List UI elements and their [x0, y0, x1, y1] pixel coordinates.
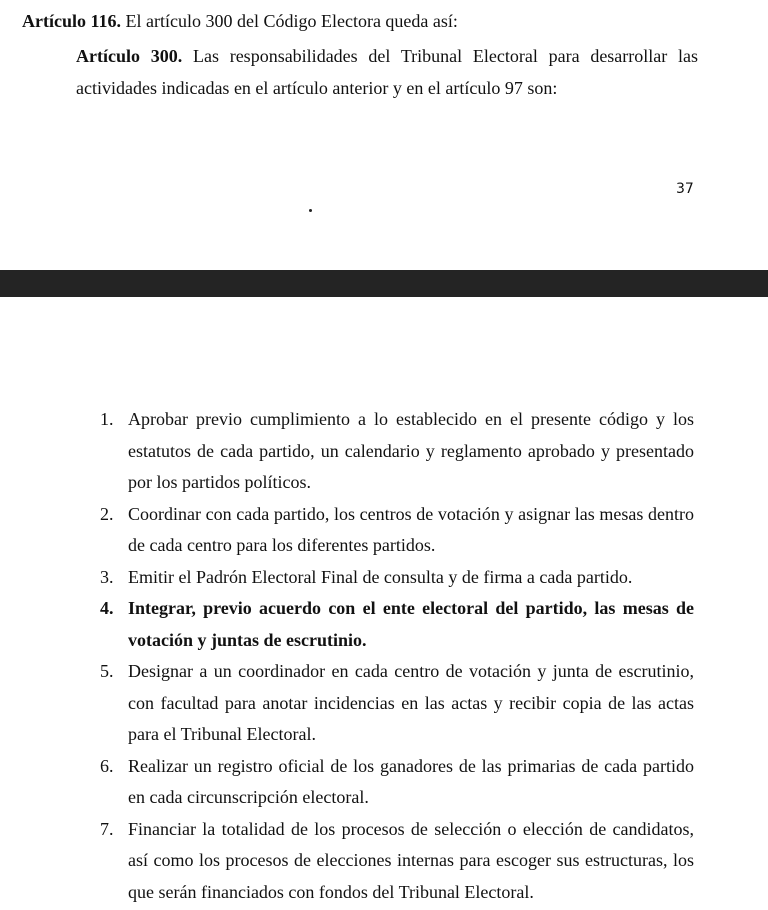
scan-speck — [309, 209, 312, 212]
article-300-text: Las responsabilidades del Tribunal Electoral para desarrollar las actividades indicadas en el artículo anterior y en el artículo 97 son: — [76, 46, 699, 98]
article-300-paragraph — [76, 40, 698, 104]
article-116-text: El artículo 300 del Código Electora queda así: — [121, 11, 458, 31]
list-item — [96, 814, 694, 909]
list-item-text: Aprobar previo cumplimiento a lo establecido en el presente código y los estatutos de cada partido, un calendario y reglamento aprobado y presentado por los partidos políticos. — [128, 409, 694, 492]
list-item-text: Integrar, previo acuerdo con el ente electoral del partido, las mesas de votación y juntas de escrutinio. — [128, 598, 694, 650]
list-item-text: Realizar un registro oficial de los ganadores de las primarias de cada partido en cada circunscripción electoral. — [128, 755, 694, 807]
list-item-number: 2. — [100, 503, 114, 524]
page-number: 37 — [676, 181, 694, 197]
list-item-text: Financiar la totalidad de los procesos de selección o elección de candidatos, así como los procesos de elecciones internas para escoger sus estructuras, los que serán financiados con fondos del Tribunal Electoral. — [128, 818, 694, 902]
lower-page — [0, 297, 768, 910]
list-item-number: 4. — [100, 598, 114, 618]
list-item — [96, 404, 694, 499]
list-item — [96, 562, 694, 594]
list-item — [96, 499, 694, 562]
list-item — [96, 593, 694, 656]
list-item-number: 3. — [100, 566, 114, 587]
list-item-text: Designar a un coordinador en cada centro de votación y junta de escrutinio, con facultad para anotar incidencias en las actas y recibir copia de las actas para el Tribunal Electoral. — [128, 661, 694, 744]
article-116-heading — [22, 8, 458, 34]
upper-page — [0, 0, 768, 270]
list-item-number: 1. — [100, 409, 114, 429]
list-item — [96, 656, 694, 751]
article-300-label: Artículo 300. — [76, 46, 183, 66]
article-116-label: Artículo 116. — [22, 11, 121, 31]
list-item-text: Emitir el Padrón Electoral Final de consulta y de firma a cada partido. — [128, 566, 633, 587]
list-item — [96, 751, 694, 814]
responsibilities-list — [96, 404, 694, 908]
page-separator-bar — [0, 270, 768, 297]
list-item-text: Coordinar con cada partido, los centros de votación y asignar las mesas dentro de cada centro para los diferentes partidos. — [128, 503, 694, 555]
list-item-number: 5. — [100, 661, 114, 681]
list-item-number: 6. — [100, 755, 114, 776]
list-item-number: 7. — [100, 818, 114, 839]
